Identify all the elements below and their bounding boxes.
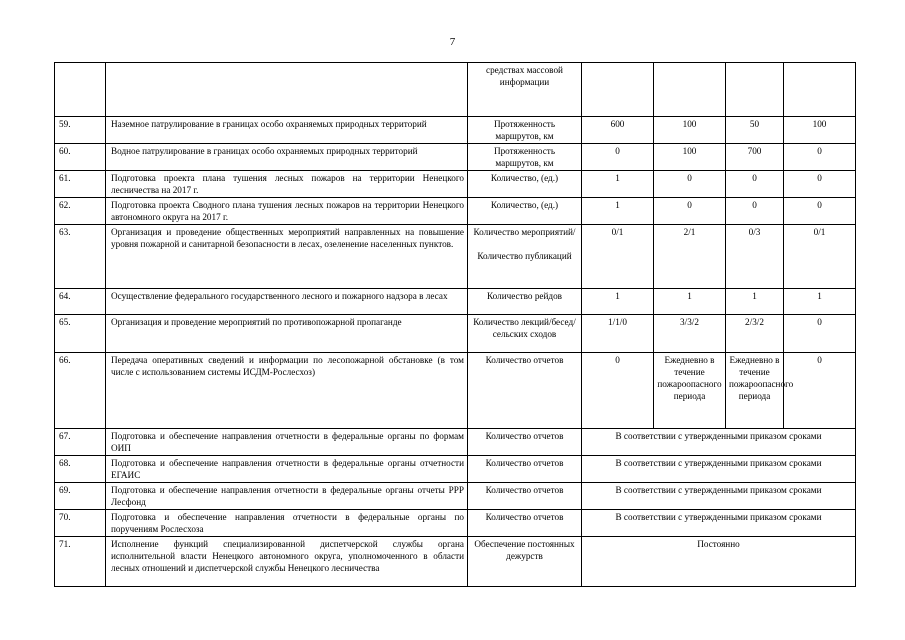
row-number: 64.: [55, 289, 106, 315]
table-row: [55, 510, 856, 537]
table-row: [55, 198, 856, 225]
activity-description: Подготовка и обеспечение направления отчетности в федеральные органы по формам ОИП: [106, 429, 468, 456]
value-cell: 0: [784, 171, 856, 198]
value-cell: 2/3/2: [726, 315, 784, 353]
value-cell: 0/1: [582, 225, 654, 289]
value-cell: 0: [784, 353, 856, 429]
value-cell: 1: [582, 289, 654, 315]
value-cell: 1: [582, 198, 654, 225]
table-row: [55, 456, 856, 483]
value-cell: Ежедневно в течение пожароопасного периода: [726, 353, 784, 429]
table-row: [55, 537, 856, 587]
value-cell: 0: [784, 315, 856, 353]
row-number: 61.: [55, 171, 106, 198]
value-cell: Ежедневно в течение пожароопасного периода: [654, 353, 726, 429]
unit-cell: Обеспечение постоянных дежурств: [468, 537, 582, 587]
row-number: 67.: [55, 429, 106, 456]
unit-cell: Количество, (ед.): [468, 198, 582, 225]
schedule-cell: В соответствии с утвержденными приказом сроками: [582, 483, 856, 510]
activity-description: Водное патрулирование в границах особо охраняемых природных территорий: [106, 144, 468, 171]
table-cell-unit: средствах массовой информации: [468, 63, 582, 117]
value-cell: 50: [726, 117, 784, 144]
value-cell: 1: [726, 289, 784, 315]
table-cell: [784, 63, 856, 117]
row-number: 63.: [55, 225, 106, 289]
unit-cell: Протяженность маршрутов, км: [468, 117, 582, 144]
unit-cell: Количество, (ед.): [468, 171, 582, 198]
activity-description: Подготовка и обеспечение направления отчетности в федеральные органы отчеты РРР Лесфонд: [106, 483, 468, 510]
table-row: [55, 171, 856, 198]
value-cell: 2/1: [654, 225, 726, 289]
unit-cell: Количество отчетов: [468, 429, 582, 456]
activity-description: Подготовка и обеспечение направления отчетности в федеральные органы отчетности ЕГАИС: [106, 456, 468, 483]
unit-cell: Протяженность маршрутов, км: [468, 144, 582, 171]
schedule-cell: В соответствии с утвержденными приказом сроками: [582, 510, 856, 537]
activity-description: Подготовка и обеспечение направления отчетности в федеральные органы по поручениям Рослесхоза: [106, 510, 468, 537]
value-cell: 1: [582, 171, 654, 198]
unit-cell: Количество отчетов: [468, 483, 582, 510]
table-cell: [726, 63, 784, 117]
activity-description: Исполнение функций специализированной диспетчерской службы органа исполнительной власти Ненецкого автономного округа, уполномоченного в области лесных отношений и диспетчерской службы Ненецкого лесничества: [106, 537, 468, 587]
row-number: 62.: [55, 198, 106, 225]
unit-label: Количество мероприятий/: [473, 227, 576, 237]
value-cell: 600: [582, 117, 654, 144]
table-cell: [582, 63, 654, 117]
table-row-header: [55, 63, 856, 117]
value-cell: 100: [784, 117, 856, 144]
unit-cell: [468, 225, 582, 289]
row-number: 66.: [55, 353, 106, 429]
value-cell: 700: [726, 144, 784, 171]
row-number: 71.: [55, 537, 106, 587]
value-cell: 0: [726, 198, 784, 225]
value-cell: 0: [784, 144, 856, 171]
table-cell: [55, 63, 106, 117]
activity-description: Передача оперативных сведений и информации по лесопожарной обстановке (в том числе с использованием системы ИСДМ-Рослесхоз): [106, 353, 468, 429]
unit-cell: Количество отчетов: [468, 353, 582, 429]
unit-cell: Количество отчетов: [468, 456, 582, 483]
row-number: 70.: [55, 510, 106, 537]
table-row: [55, 117, 856, 144]
value-cell: 0: [582, 353, 654, 429]
row-number: 59.: [55, 117, 106, 144]
schedule-cell: В соответствии с утвержденными приказом сроками: [582, 429, 856, 456]
value-cell: 0/1: [784, 225, 856, 289]
value-cell: 0/3: [726, 225, 784, 289]
value-cell: 0: [784, 198, 856, 225]
row-number: 68.: [55, 456, 106, 483]
activity-description: Подготовка проекта Сводного плана тушения лесных пожаров на территории Ненецкого автономного округа на 2017 г.: [106, 198, 468, 225]
value-cell: 1: [784, 289, 856, 315]
value-cell: 0: [654, 198, 726, 225]
table-row: [55, 225, 856, 289]
unit-cell: Количество лекций/бесед/сельских сходов: [468, 315, 582, 353]
activity-description: Организация и проведение общественных мероприятий направленных на повышение уровня пожарной и санитарной безопасности в лесах, озеленение населенных пунктов.: [106, 225, 468, 289]
activity-description: Наземное патрулирование в границах особо охраняемых природных территорий: [106, 117, 468, 144]
value-cell: 0: [582, 144, 654, 171]
table-cell: [654, 63, 726, 117]
table-cell: [106, 63, 468, 117]
value-cell: 1: [654, 289, 726, 315]
activity-description: Подготовка проекта плана тушения лесных пожаров на территории Ненецкого лесничества на 2017 г.: [106, 171, 468, 198]
activity-table: [54, 62, 856, 587]
table-row: [55, 483, 856, 510]
table-row: [55, 289, 856, 315]
table-row: [55, 315, 856, 353]
row-number: 65.: [55, 315, 106, 353]
activity-description: Организация и проведение мероприятий по противопожарной пропаганде: [106, 315, 468, 353]
value-cell: 0: [654, 171, 726, 198]
row-number: 60.: [55, 144, 106, 171]
schedule-cell: Постоянно: [582, 537, 856, 587]
value-cell: 100: [654, 117, 726, 144]
table-row: [55, 144, 856, 171]
value-cell: 0: [726, 171, 784, 198]
page-number: 7: [449, 36, 456, 48]
table-row: [55, 353, 856, 429]
unit-cell: Количество отчетов: [468, 510, 582, 537]
value-cell: 3/3/2: [654, 315, 726, 353]
schedule-cell: В соответствии с утвержденными приказом сроками: [582, 456, 856, 483]
unit-cell: Количество рейдов: [468, 289, 582, 315]
table-row: [55, 429, 856, 456]
unit-label-secondary: Количество публикаций: [477, 251, 572, 261]
value-cell: 1/1/0: [582, 315, 654, 353]
value-cell: 100: [654, 144, 726, 171]
row-number: 69.: [55, 483, 106, 510]
activity-description: Осуществление федерального государственного лесного и пожарного надзора в лесах: [106, 289, 468, 315]
